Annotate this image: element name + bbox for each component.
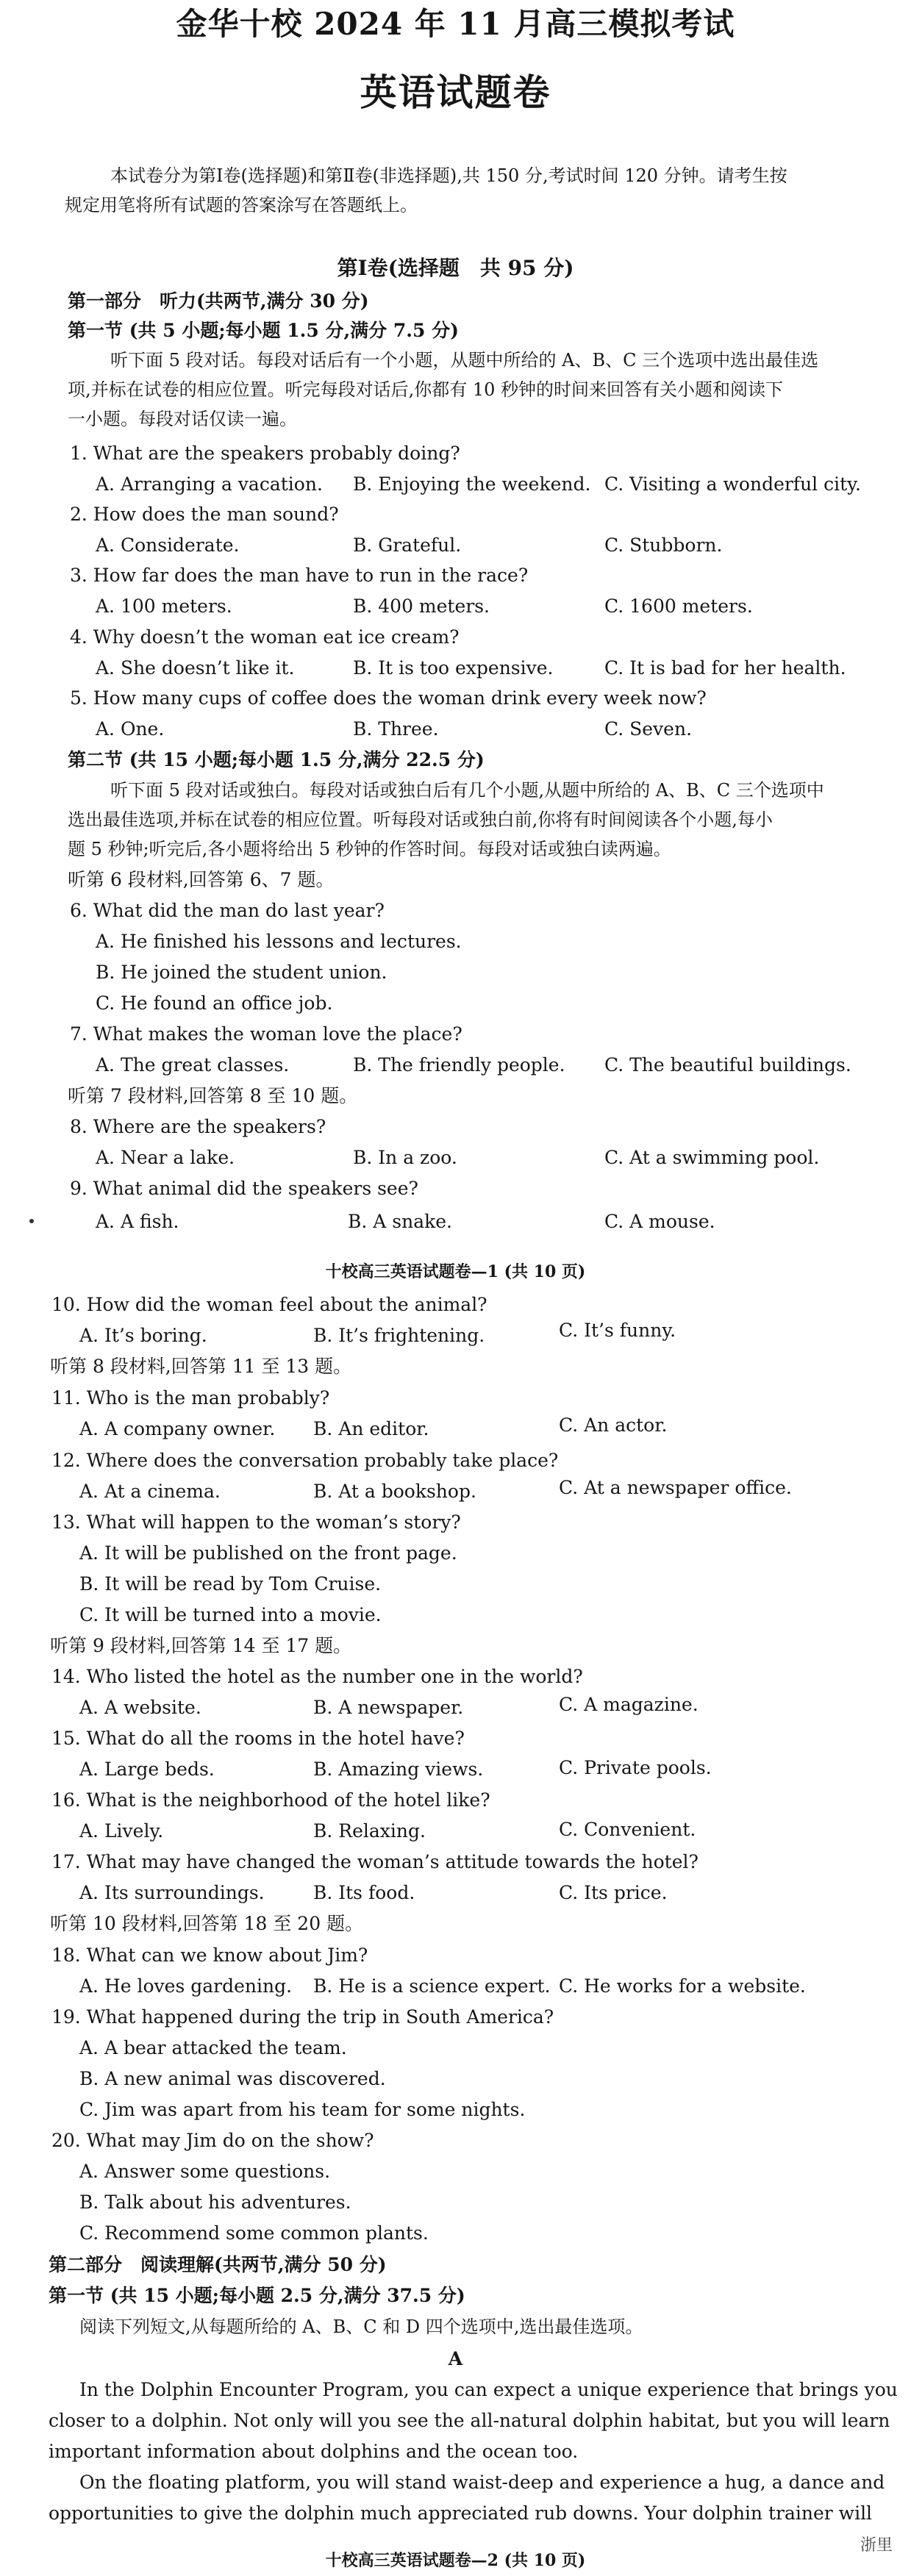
q18-option-a: A. He loves gardening. [79,1975,293,1997]
q8-option-b: B. In a zoo. [353,1147,457,1168]
page-footer-1: 十校高三英语试题卷—1 (共 10 页) [325,1262,586,1281]
listening-title: 第一部分 听力(共两节,满分 30 分) [68,290,369,312]
q13-option-c: C. It will be turned into a movie. [79,1604,382,1625]
question-12: 12. Where does the conversation probably take place? [51,1450,559,1471]
reading-instructions: 阅读下列短文,从每题所给的 A、B、C 和 D 四个选项中,选出最佳选项。 [79,2316,643,2337]
question-2: 2. How does the man sound? [70,504,339,525]
q1-option-b: B. Enjoying the weekend. [353,473,591,495]
section1-title: 第一节 (共 5 小题;每小题 1.5 分,满分 7.5 分) [68,320,459,341]
question-3: 3. How far does the man have to run in the race? [70,565,529,586]
q9-option-a: A. A fish. [96,1211,179,1232]
q20-option-c: C. Recommend some common plants. [79,2222,429,2244]
q8-option-a: A. Near a lake. [96,1147,235,1168]
q4-option-a: A. She doesn’t like it. [96,657,295,679]
q13-option-b: B. It will be read by Tom Cruise. [79,1573,382,1595]
material-7: 听第 7 段材料,回答第 8 至 10 题。 [68,1085,358,1106]
q19-option-b: B. A new animal was discovered. [79,2068,386,2089]
stray-mark [29,1219,34,1223]
material-10: 听第 10 段材料,回答第 18 至 20 题。 [50,1913,364,1934]
q18-option-c: C. He works for a website. [559,1975,806,1997]
section1-instructions-2: 项,并标在试卷的相应位置。听完每段对话后,你都有 10 秒钟的时间来回答有关小题和阅读下 [68,379,784,400]
q5-option-c: C. Seven. [604,718,693,740]
q3-option-a: A. 100 meters. [96,595,232,617]
question-7: 7. What makes the woman love the place? [70,1023,462,1045]
q2-option-a: A. Considerate. [96,534,240,556]
q12-option-b: B. At a bookshop. [313,1481,476,1502]
q14-option-a: A. A website. [79,1697,201,1718]
question-9: 9. What animal did the speakers see? [70,1178,418,1199]
section1-instructions-1: 听下面 5 段对话。每段对话后有一个小题，从题中所给的 A、B、C 三个选项中选出最佳选 [110,350,819,371]
question-8: 8. Where are the speakers? [70,1116,326,1137]
question-18: 18. What can we know about Jim? [51,1944,368,1966]
question-17: 17. What may have changed the woman’s attitude towards the hotel? [51,1851,699,1872]
section2-instructions-2: 选出最佳选项,并标在试卷的相应位置。听每段对话或独白前,你将有时间阅读各个小题,每小 [68,809,773,830]
q1-option-a: A. Arranging a vacation. [96,473,323,495]
section1-instructions-3: 一小题。每段对话仅读一遍。 [68,409,297,429]
q2-option-b: B. Grateful. [353,534,462,556]
reading-section1-title: 第一节 (共 15 小题;每小题 2.5 分,满分 37.5 分) [49,2285,465,2306]
section2-title: 第二节 (共 15 小题;每小题 1.5 分,满分 22.5 分) [68,749,485,770]
question-15: 15. What do all the rooms in the hotel have? [51,1728,465,1749]
exam-subtitle: 英语试题卷 [360,71,551,114]
q3-option-b: B. 400 meters. [353,595,490,617]
q11-option-a: A. A company owner. [79,1418,276,1439]
page-footer-2: 十校高三英语试题卷—2 (共 10 页) [325,2551,586,2570]
question-16: 16. What is the neighborhood of the hotel like? [51,1789,490,1811]
question-6: 6. What did the man do last year? [70,900,385,921]
q17-option-b: B. Its food. [313,1882,415,1903]
q15-option-c: C. Private pools. [559,1757,712,1778]
question-10: 10. How did the woman feel about the animal? [51,1294,487,1315]
q12-option-a: A. At a cinema. [79,1481,221,1502]
q2-option-c: C. Stubborn. [604,534,723,556]
q4-option-b: B. It is too expensive. [353,657,554,679]
q6-option-b: B. He joined the student union. [96,962,387,983]
q9-option-c: C. A mouse. [604,1211,715,1232]
q14-option-c: C. A magazine. [559,1694,699,1715]
instructions-line-2: 规定用笔将所有试题的答案涂写在答题纸上。 [65,195,418,215]
q8-option-c: C. At a swimming pool. [604,1147,820,1168]
q16-option-c: C. Convenient. [559,1819,696,1840]
q16-option-b: B. Relaxing. [313,1820,426,1842]
question-5: 5. How many cups of coffee does the woman drink every week now? [70,687,707,709]
q7-option-b: B. The friendly people. [353,1054,565,1076]
watermark-text: 浙里 [860,2536,893,2555]
q15-option-b: B. Amazing views. [313,1759,484,1780]
question-13: 13. What will happen to the woman’s story? [51,1511,461,1533]
q11-option-b: B. An editor. [313,1418,429,1439]
question-20: 20. What may Jim do on the show? [51,2130,374,2151]
passage-line-1: In the Dolphin Encounter Program, you can expect a unique experience that brings you [79,2379,898,2400]
section2-instructions-3: 题 5 秒钟;听完后,各小题将给出 5 秒钟的作答时间。每段对话或独白读两遍。 [68,839,671,859]
passage-label: A [448,2348,463,2369]
q5-option-b: B. Three. [353,718,439,740]
instructions-line-1: 本试卷分为第Ⅰ卷(选择题)和第Ⅱ卷(非选择题),共 150 分,考试时间 120 分钟。请考生按 [110,165,787,186]
q17-option-a: A. Its surroundings. [79,1882,265,1903]
section2-instructions-1: 听下面 5 段对话或独白。每段对话或独白后有几个小题,从题中所给的 A、B、C 三个选项中 [110,780,824,801]
q20-option-b: B. Talk about his adventures. [79,2192,351,2213]
question-11: 11. Who is the man probably? [51,1387,330,1409]
q12-option-c: C. At a newspaper office. [559,1477,792,1498]
q13-option-a: A. It will be published on the front page. [79,1542,457,1564]
passage-line-2: closer to a dolphin. Not only will you see the all-natural dolphin habitat, but you will learn [49,2410,890,2431]
material-9: 听第 9 段材料,回答第 14 至 17 题。 [50,1635,352,1656]
passage-line-4: On the floating platform, you will stand waist-deep and experience a hug, a dance and [79,2472,885,2493]
q3-option-c: C. 1600 meters. [604,595,753,617]
q5-option-a: A. One. [96,718,165,740]
q15-option-a: A. Large beds. [79,1759,215,1780]
q18-option-b: B. He is a science expert. [313,1975,551,1997]
q7-option-c: C. The beautiful buildings. [604,1054,851,1076]
q10-option-a: A. It’s boring. [79,1325,207,1346]
q6-option-a: A. He finished his lessons and lectures. [96,931,462,952]
q10-option-b: B. It’s frightening. [313,1325,485,1346]
q7-option-a: A. The great classes. [96,1054,290,1076]
q17-option-c: C. Its price. [559,1882,668,1903]
q19-option-c: C. Jim was apart from his team for some nights. [79,2099,526,2120]
question-19: 19. What happened during the trip in South America? [51,2006,554,2028]
question-14: 14. Who listed the hotel as the number one in the world? [51,1666,583,1687]
q19-option-a: A. A bear attacked the team. [79,2037,347,2058]
q6-option-c: C. He found an office job. [96,992,333,1014]
q9-option-b: B. A snake. [348,1211,452,1232]
q14-option-b: B. A newspaper. [313,1697,464,1718]
question-1: 1. What are the speakers probably doing? [70,443,460,464]
question-4: 4. Why doesn’t the woman eat ice cream? [70,626,460,648]
q10-option-c: C. It’s funny. [559,1320,676,1341]
passage-line-3: important information about dolphins and the ocean too. [49,2441,579,2462]
material-8: 听第 8 段材料,回答第 11 至 13 题。 [50,1356,352,1377]
q11-option-c: C. An actor. [559,1414,668,1436]
material-6: 听第 6 段材料,回答第 6、7 题。 [68,869,335,890]
exam-title: 金华十校 2024 年 11 月高三模拟考试 [176,6,735,42]
passage-line-5: opportunities to give the dolphin much appreciated rub downs. Your dolphin trainer will [49,2502,873,2524]
q16-option-a: A. Lively. [79,1820,164,1842]
reading-title: 第二部分 阅读理解(共两节,满分 50 分) [49,2254,387,2275]
part1-heading: 第Ⅰ卷(选择题 共 95 分) [337,256,574,280]
q4-option-c: C. It is bad for her health. [604,657,846,679]
q20-option-a: A. Answer some questions. [79,2161,331,2182]
q1-option-c: C. Visiting a wonderful city. [604,473,861,495]
